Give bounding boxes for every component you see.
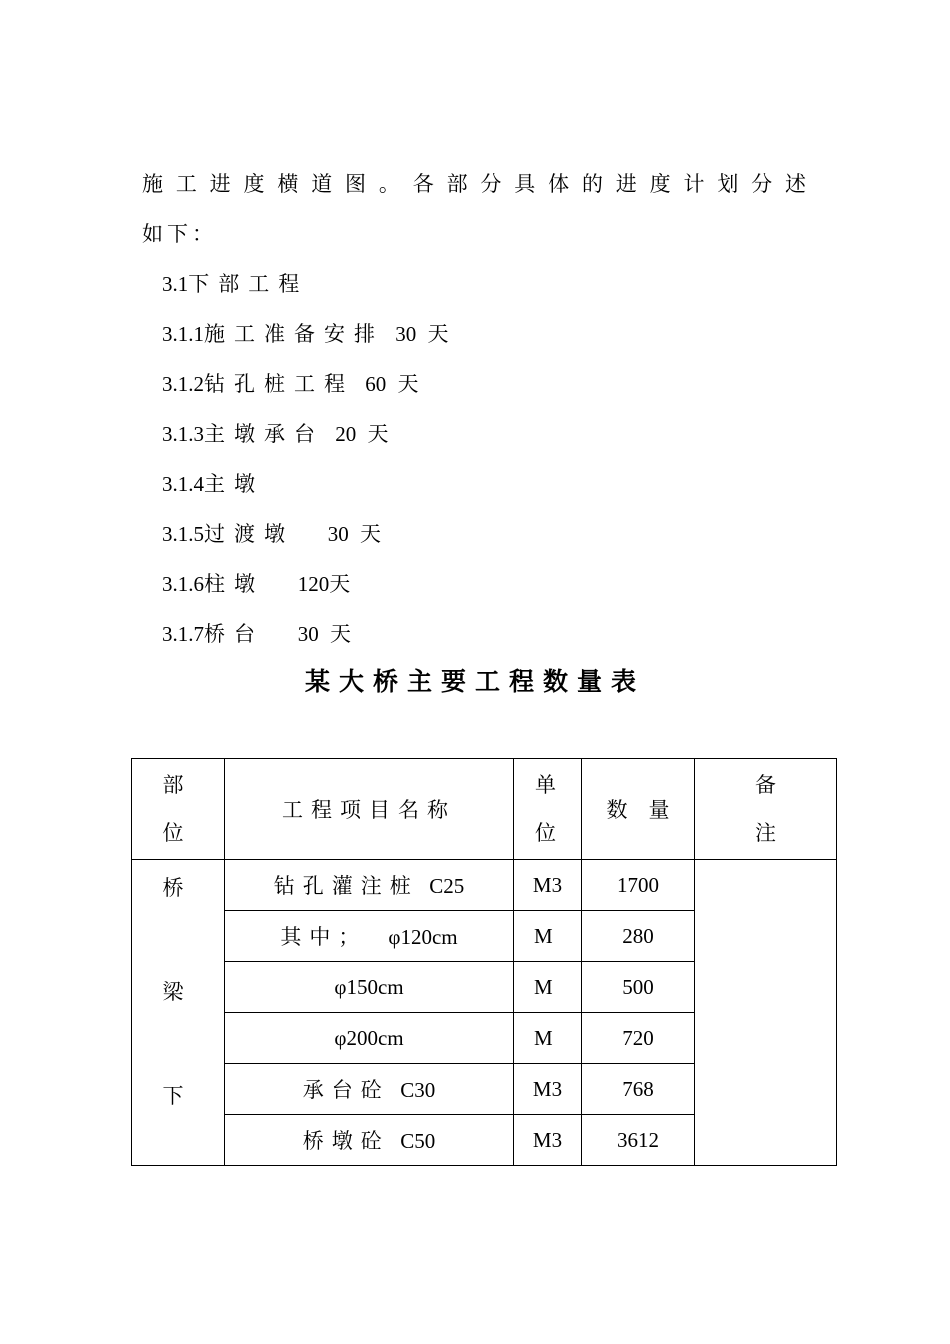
- item-text: 柱墩: [204, 572, 264, 596]
- header-remark: [695, 759, 837, 860]
- position-char: 梁: [162, 980, 184, 1004]
- item-text: 主墩承台: [204, 422, 324, 446]
- row-name-cell: φ200cm: [225, 1013, 514, 1064]
- item-value: 30: [297, 622, 319, 646]
- header-quantity: 数 量: [582, 759, 695, 860]
- row-quantity-cell: 280: [582, 911, 695, 962]
- section-heading-text: 下部工程: [188, 272, 309, 296]
- row-quantity-cell: 3612: [582, 1115, 695, 1166]
- row-name-cell: 桥墩砼 C50: [225, 1115, 514, 1166]
- item-number: 3.1.2: [162, 372, 204, 396]
- row-unit-cell: M3: [514, 1115, 582, 1166]
- item-value: 30: [395, 322, 417, 346]
- header-unit: [514, 759, 582, 860]
- item-text: 钻孔桩工程: [204, 372, 354, 396]
- header-remark-top: 备: [755, 773, 776, 797]
- row-name-cell: φ150cm: [225, 962, 514, 1013]
- item-unit: 天: [397, 372, 419, 396]
- position-cell: [132, 860, 225, 1166]
- table-header-row: [132, 759, 837, 860]
- position-char: 桥: [162, 876, 184, 900]
- schedule-item: [162, 519, 381, 549]
- row-name-cell: 承台砼 C30: [225, 1064, 514, 1115]
- header-remark-bottom: 注: [755, 821, 776, 845]
- item-text: 主墩: [204, 472, 264, 496]
- row-quantity-cell: 500: [582, 962, 695, 1013]
- item-value: 30: [327, 522, 349, 546]
- row-unit-cell: M: [514, 911, 582, 962]
- paragraph-line-2: 如下：: [142, 222, 217, 246]
- item-unit: 天: [367, 422, 389, 446]
- row-unit-cell: M: [514, 962, 582, 1013]
- header-position: [132, 759, 225, 860]
- row-quantity-cell: 1700: [582, 860, 695, 911]
- schedule-item: [162, 419, 389, 449]
- quantity-table: [131, 758, 837, 1166]
- row-name-cell: 其中； φ120cm: [225, 911, 514, 962]
- row-quantity-cell: 720: [582, 1013, 695, 1064]
- item-text: 桥台: [204, 622, 264, 646]
- row-unit-cell: M3: [514, 860, 582, 911]
- item-unit: 天: [427, 322, 449, 346]
- item-number: 3.1.7: [162, 622, 204, 646]
- item-value: 60: [365, 372, 387, 396]
- schedule-item: [162, 319, 449, 349]
- table-title: 某大桥主要工程数量表: [304, 669, 645, 696]
- section-heading-number: 3.1: [162, 272, 189, 296]
- item-number: 3.1.1: [162, 322, 204, 346]
- item-unit: 天: [329, 572, 351, 596]
- schedule-item: [162, 619, 351, 649]
- schedule-item: [162, 369, 419, 399]
- item-value: 20: [335, 422, 357, 446]
- header-unit-top: 单: [535, 773, 556, 797]
- row-unit-cell: M3: [514, 1064, 582, 1115]
- item-number: 3.1.6: [162, 572, 204, 596]
- row-unit-cell: M: [514, 1013, 582, 1064]
- header-unit-bottom: 位: [535, 821, 556, 845]
- item-number: 3.1.4: [162, 472, 204, 496]
- header-position-top: 部: [162, 773, 184, 797]
- remark-cell: [695, 860, 837, 1166]
- row-name-cell: 钻孔灌注桩 C25: [225, 860, 514, 911]
- paragraph-line-1: 施工进度横道图。各部分具体的进度计划分述: [142, 172, 808, 196]
- section-heading: [162, 269, 308, 299]
- item-number: 3.1.3: [162, 422, 204, 446]
- header-position-bottom: 位: [162, 821, 184, 845]
- row-quantity-cell: 768: [582, 1064, 695, 1115]
- item-text: 施工准备安排: [204, 322, 384, 346]
- item-value: 120: [297, 572, 330, 596]
- table-row: [132, 860, 837, 911]
- item-text: 过渡墩: [204, 522, 294, 546]
- item-number: 3.1.5: [162, 522, 204, 546]
- item-unit: 天: [360, 522, 381, 546]
- item-unit: 天: [330, 622, 351, 646]
- schedule-item: [162, 569, 350, 599]
- schedule-item: [162, 469, 264, 499]
- header-name: 工程项目名称: [225, 759, 514, 860]
- position-char: 下: [162, 1084, 184, 1108]
